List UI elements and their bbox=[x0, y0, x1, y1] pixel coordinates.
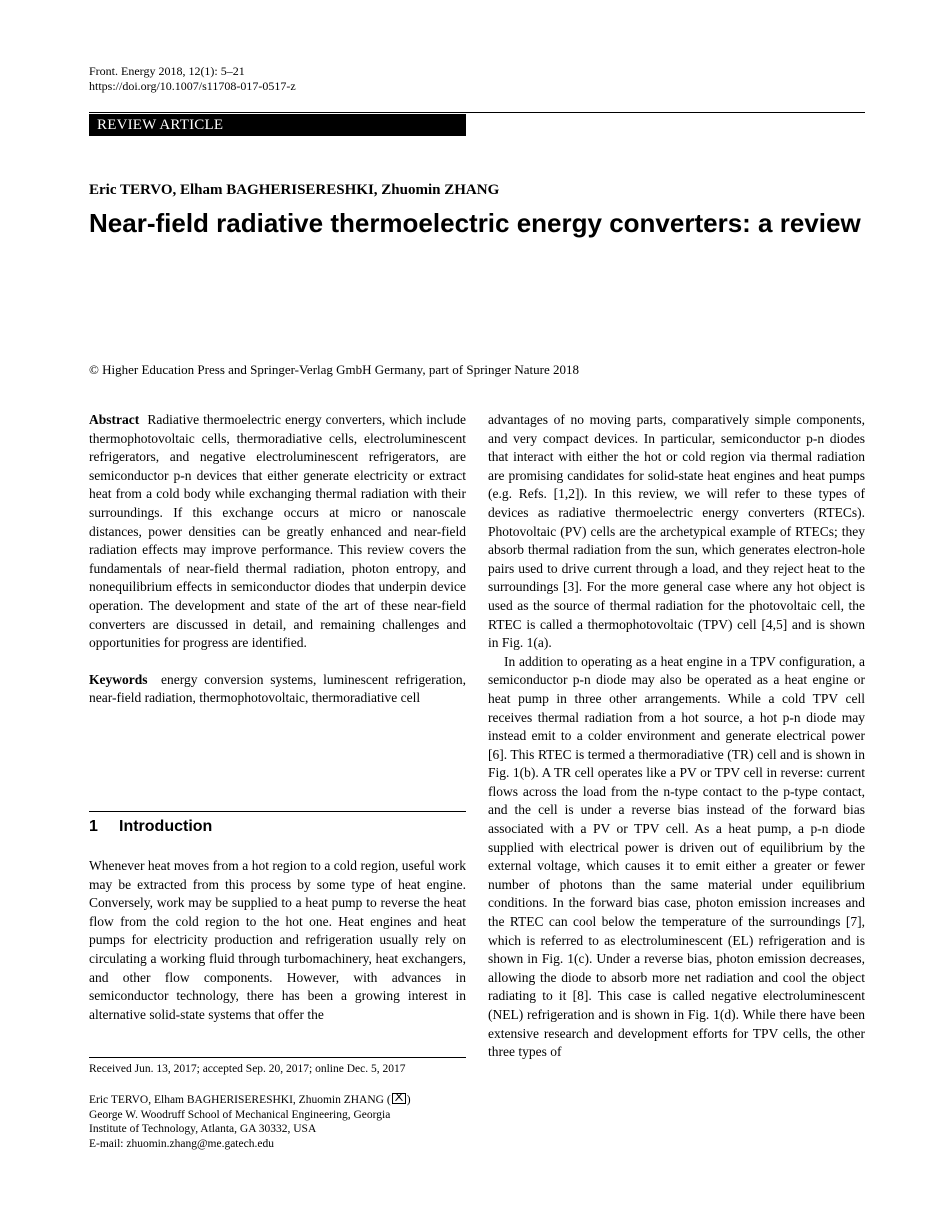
author-list: Eric TERVO, Elham BAGHERISERESHKI, Zhuomin ZHANG bbox=[89, 182, 500, 198]
copyright-notice: © Higher Education Press and Springer-Verlag GmbH Germany, part of Springer Nature 2018 bbox=[89, 362, 580, 377]
section-heading-introduction bbox=[89, 818, 212, 836]
corresponding-authors bbox=[89, 1093, 466, 1108]
footnote-paren: ) bbox=[406, 1094, 411, 1106]
section-title: Introduction bbox=[119, 818, 213, 835]
abstract-label: Abstract bbox=[89, 412, 140, 427]
section-rule bbox=[89, 811, 466, 812]
footnote-authors: Eric TERVO, Elham BAGHERISERESHKI, Zhuomin ZHANG ( bbox=[89, 1094, 391, 1106]
envelope-icon bbox=[392, 1093, 406, 1104]
footnote-rule bbox=[89, 1057, 466, 1058]
journal-citation: Front. Energy 2018, 12(1): 5–21 bbox=[89, 64, 245, 78]
received-dates: Received Jun. 13, 2017; accepted Sep. 20, 2017; online Dec. 5, 2017 bbox=[89, 1063, 406, 1075]
affiliation-line-1: George W. Woodruff School of Mechanical Engineering, Georgia bbox=[89, 1108, 391, 1121]
left-column bbox=[89, 411, 466, 708]
header-rule bbox=[89, 112, 865, 113]
article-type-banner: REVIEW ARTICLE bbox=[89, 114, 466, 136]
article-title: Near-field radiative thermoelectric energy converters: a review bbox=[89, 208, 861, 238]
keywords-text: energy conversion systems, luminescent refrigeration, near-field radiation, thermophotovoltaic, thermoradiative cell bbox=[89, 671, 467, 706]
keywords bbox=[89, 671, 466, 708]
email[interactable]: E-mail: zhuomin.zhang@me.gatech.edu bbox=[89, 1137, 274, 1150]
section-number: 1 bbox=[89, 818, 98, 835]
intro-paragraph-1: Whenever heat moves from a hot region to a cold region, useful work may be extracted from this process by some type of heat engine. Conversely, work may be supplied to a heat pump to reverse the heat flow from the cold region to the hot one. Heat engines and heat pumps for electricity production and refrigeration usually rely on circulating a working fluid through turbomachinery, heat exchangers, and other flow components. However, with advances in semiconductor technology, there has been a growing interest in alternative solid-state systems that offer the bbox=[89, 858, 466, 1022]
intro-paragraph-2: In addition to operating as a heat engine in a TPV configuration, a semiconductor p-n diode may also be operated as a heat engine or heat pump in three other arrangements. While a cold TPV cell receives thermal radiation from a hot source, a hot p-n diode may instead emit to a colder environment and generate electrical power [6]. This RTEC is termed a thermoradiative (TR) cell and is shown in Fig. 1(b). A TR cell operates like a PV or TPV cell in reverse: current flows across the load from the n-type contact to the p-type contact, and the cell is under a reverse bias instead of the forward bias associated with a PV or TPV cell. As a heat pump, a p-n diode supplied with electrical power is driven out of equilibrium by the external voltage, which causes it to emit either a greater or fewer number of photons than the same material under equilibrium conditions. In the forward bias case, photon emission increases and the RTEC can cool below the temperature of the surroundings [7], which is referred to as electroluminescent (EL) refrigeration and is shown in Fig. 1(c). Under a reverse bias, photon emission decreases, allowing the diode to absorb more net radiation and cool the object radiating to it [8]. This case is called negative electroluminescent (NEL) refrigeration and is shown in Fig. 1(d). While there have been extensive research and development efforts for TPV cells, the other three types of bbox=[488, 653, 865, 1060]
author-affiliation bbox=[89, 1093, 466, 1151]
affiliation-line-2: Institute of Technology, Atlanta, GA 30332, USA bbox=[89, 1123, 317, 1135]
abstract bbox=[89, 411, 466, 653]
journal-header bbox=[89, 64, 296, 94]
keywords-label: Keywords bbox=[89, 671, 148, 687]
abstract-text: Radiative thermoelectric energy converters, which include thermophotovoltaic cells, thermoradiative cells, electroluminescent refrigerators, and negative electroluminescent refrigerators, are semiconductor p-n devices that either generate electricity or extract heat from a cold body while exchanging thermal radiation with their surroundings. If this exchange occurs at micro or nanoscale distances, power densities can be greatly enhanced and near-field radiation effects may improve performance. This review covers the fundamentals of near-field thermal radiation, photon entropy, and nonequilibrium effects in semiconductor diodes that underpin device operation. The development and state of the art of these near-field converters are discussed in detail, and remaining challenges and opportunities for progress are identified. bbox=[89, 412, 467, 651]
right-column bbox=[488, 411, 865, 1062]
intro-paragraph-1-continued: advantages of no moving parts, comparatively simple components, and very compact devices. In particular, semiconductor p-n diodes that interact with either the hot or cold region via thermal radiation are promising candidates for solid-state heat engines and heat pumps (e.g. Refs. [1,2]). In this review, we will refer to these types of devices as radiative thermoelectric energy converters (RTECs). Photovoltaic (PV) cells are the archetypical example of RTECs; they absorb thermal radiation from the sun, which generates electron-hole pairs used to drive current through a load, and they reject heat to the surroundings [3]. For the more general case where any hot object is used as the source of thermal radiation for the photovoltaic cell, the RTEC is called a thermophotovoltaic (TPV) cell [4,5] and is shown in Fig. 1(a). bbox=[488, 412, 865, 651]
doi-link[interactable]: https://doi.org/10.1007/s11708-017-0517-z bbox=[89, 79, 296, 93]
